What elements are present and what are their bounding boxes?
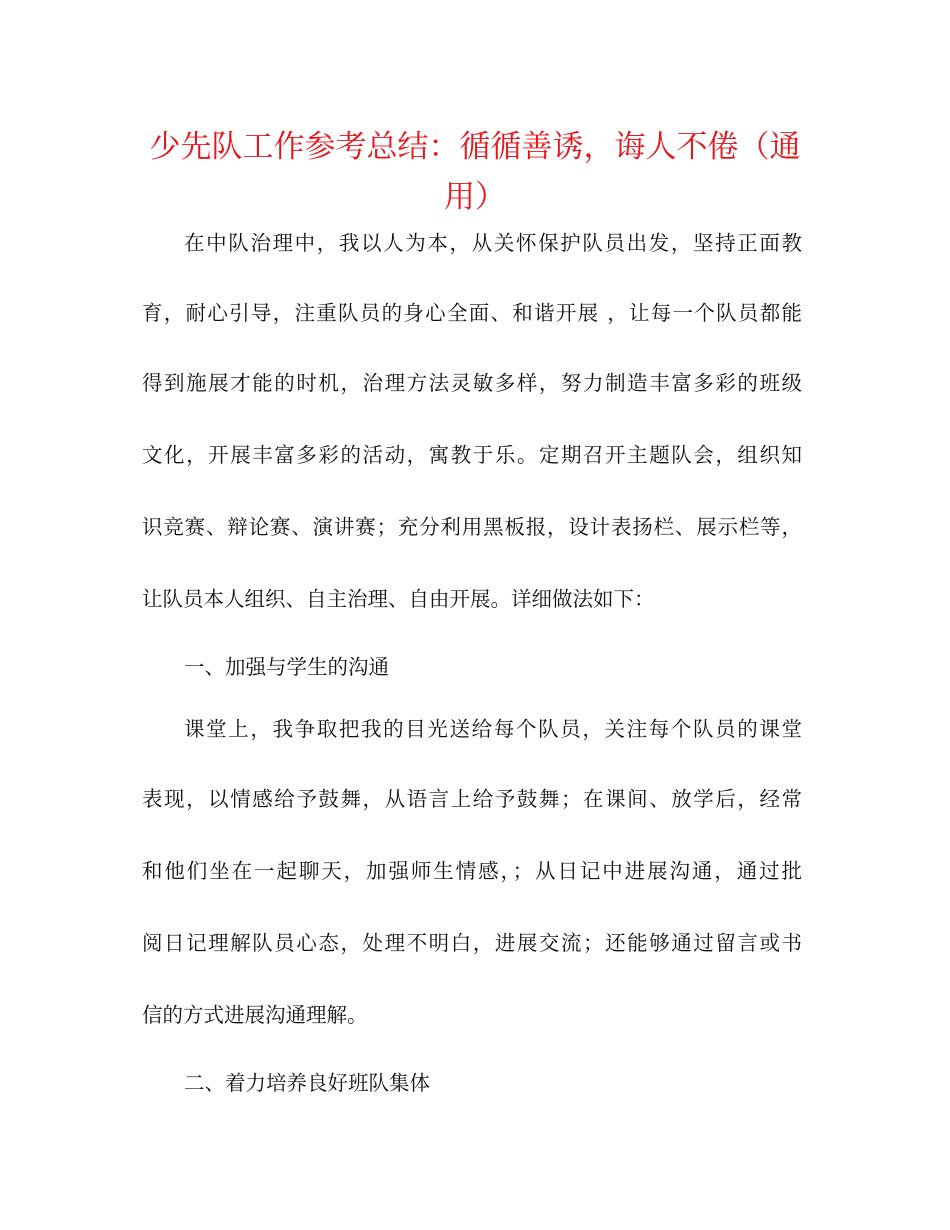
paragraph-line: 信的方式进展沟通理解。 (142, 1003, 368, 1027)
paragraph-line: 让队员本人组织、自主治理、自由开展。详细做法如下： (142, 587, 655, 611)
paragraph-line: 表现，以情感给予鼓舞，从语言上给予鼓舞；在课间、放学后，经常 (142, 787, 802, 811)
paragraph-line: 阅日记理解队员心态，处理不明白，进展交流；还能够通过留言或书 (142, 931, 802, 955)
section-heading: 二、着力培养良好班队集体 (184, 1071, 430, 1095)
paragraph-line: 文化，开展丰富多彩的活动，寓教于乐。定期召开主题队会，组织知 (142, 443, 802, 467)
paragraph-line: 得到施展才能的时机，治理方法灵敏多样，努力制造丰富多彩的班级 (142, 371, 802, 395)
document-title: 少先队工作参考总结：循循善诱，诲人不倦（通用） (149, 129, 801, 215)
paragraph-line: 育，耐心引导，注重队员的身心全面、和谐开展 ，让每一个队员都能 (142, 301, 802, 325)
paragraph-line: 和他们坐在一起聊天，加强师生情感，；从日记中进展沟通，通过批 (142, 859, 802, 883)
section-heading: 一、加强与学生的沟通 (184, 655, 389, 679)
paragraph-line: 识竞赛、辩论赛、演讲赛；充分利用黑板报，设计表扬栏、展示栏等， (142, 515, 802, 539)
paragraph-line: 课堂上，我争取把我的目光送给每个队员，关注每个队员的课堂 (184, 717, 802, 741)
paragraph-line: 在中队治理中，我以人为本，从关怀保护队员出发，坚持正面教 (184, 231, 802, 255)
